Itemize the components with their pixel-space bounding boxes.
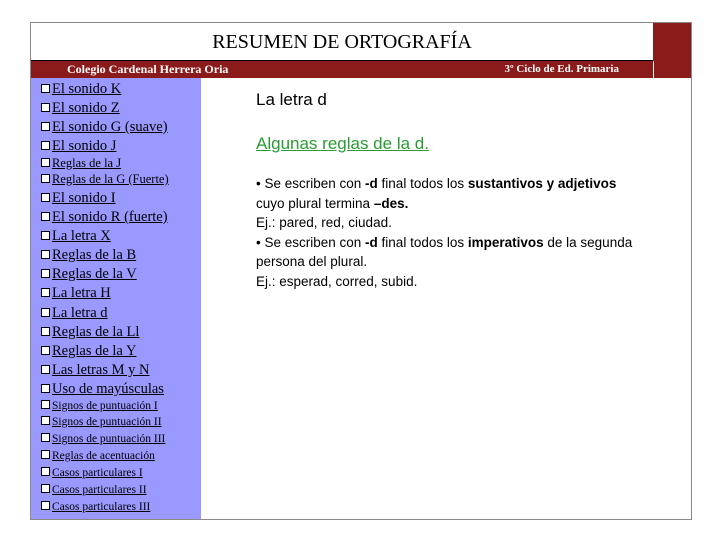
nav-item-mayusculas[interactable] — [41, 381, 164, 398]
checkbox-bullet-icon — [41, 250, 50, 259]
rule-2-example: Ej.: esperad, corred, subid. — [256, 273, 418, 289]
nav-item-letra-x[interactable] — [41, 228, 111, 245]
nav-item-label[interactable]: Reglas de la V — [52, 266, 137, 282]
rule-1-example: Ej.: pared, red, ciudad. — [256, 215, 392, 230]
content-title: La letra d — [256, 90, 327, 109]
nav-item-label[interactable]: Casos particulares III — [52, 501, 151, 513]
nav-item-label[interactable]: El sonido G (suave) — [52, 119, 168, 135]
rule-1-text: final todos los — [377, 176, 468, 191]
subbar-divider — [653, 61, 654, 78]
checkbox-bullet-icon — [41, 346, 50, 355]
checkbox-bullet-icon — [41, 484, 50, 493]
checkbox-bullet-icon — [41, 212, 50, 221]
nav-item-acentuacion[interactable] — [41, 450, 155, 462]
nav-item-label[interactable]: La letra d — [52, 305, 108, 321]
checkbox-bullet-icon — [41, 384, 50, 393]
checkbox-bullet-icon — [41, 288, 50, 297]
nav-item-casos-2[interactable] — [41, 484, 147, 496]
nav-item-reglas-j[interactable] — [41, 156, 121, 171]
checkbox-bullet-icon — [41, 327, 50, 336]
checkbox-bullet-icon — [41, 122, 50, 131]
rule-2-text: final todos los — [377, 234, 468, 250]
checkbox-bullet-icon — [41, 231, 50, 240]
checkbox-bullet-icon — [41, 103, 50, 112]
nav-item-label[interactable]: El sonido K — [52, 81, 122, 97]
nav-item-label[interactable]: El sonido I — [52, 190, 116, 206]
checkbox-bullet-icon — [41, 308, 50, 317]
nav-item-reglas-y[interactable] — [41, 343, 136, 360]
nav-item-label[interactable]: El sonido R (fuerte) — [52, 209, 168, 225]
nav-item-label[interactable]: Las letras M y N — [52, 362, 150, 378]
nav-item-reglas-ll[interactable] — [41, 324, 139, 341]
cycle-label: 3º Ciclo de Ed. Primaria — [504, 63, 619, 75]
rule-1-bold: -d — [365, 176, 378, 191]
corner-accent-box — [653, 23, 691, 61]
nav-item-casos-1[interactable] — [41, 467, 143, 479]
checkbox-bullet-icon — [41, 433, 50, 442]
checkbox-bullet-icon — [41, 400, 50, 409]
rule-1 — [256, 174, 646, 213]
checkbox-bullet-icon — [41, 193, 50, 202]
school-name: Colegio Cardenal Herrera Oria — [67, 62, 229, 76]
nav-item-puntuacion-2[interactable] — [41, 416, 162, 428]
nav-item-label[interactable]: El sonido J — [52, 138, 117, 154]
page-title: RESUMEN DE ORTOGRAFÍA — [212, 31, 472, 53]
rule-1-bold: sustantivos y adjetivos — [467, 176, 617, 191]
nav-item-label[interactable]: Signos de puntuación I — [52, 400, 158, 412]
checkbox-bullet-icon — [41, 141, 50, 150]
nav-item-sonido-k[interactable] — [41, 81, 121, 98]
nav-item-label[interactable]: La letra X — [52, 228, 111, 244]
nav-item-casos-3[interactable] — [41, 501, 150, 513]
nav-item-puntuacion-3[interactable] — [41, 433, 165, 445]
nav-item-label[interactable]: Reglas de la B — [52, 247, 137, 263]
nav-item-puntuacion-1[interactable] — [41, 400, 158, 412]
nav-item-reglas-v[interactable] — [41, 266, 137, 283]
checkbox-bullet-icon — [41, 269, 50, 278]
nav-item-letra-h[interactable] — [41, 285, 111, 302]
content-panel — [202, 78, 690, 519]
nav-item-reglas-g-fuerte[interactable] — [41, 172, 169, 187]
nav-item-label[interactable]: Reglas de la J — [52, 156, 122, 170]
rule-2-text: • Se escriben con — [256, 234, 366, 250]
checkbox-bullet-icon — [41, 174, 50, 183]
nav-item-sonido-i[interactable] — [41, 190, 116, 207]
checkbox-bullet-icon — [41, 501, 50, 510]
nav-item-label[interactable]: Reglas de la Y — [52, 343, 137, 359]
checkbox-bullet-icon — [41, 365, 50, 374]
checkbox-bullet-icon — [41, 467, 50, 476]
rule-2-bold: -d — [365, 234, 378, 250]
nav-item-label[interactable]: Uso de mayúsculas — [52, 381, 164, 397]
rule-1-bold: –des. — [373, 195, 409, 211]
nav-item-label[interactable]: Reglas de la G (Fuerte) — [52, 172, 169, 186]
nav-item-sonido-r-fuerte[interactable] — [41, 209, 168, 226]
rule-2-text: de la segunda persona del plural. — [256, 234, 633, 269]
nav-item-label[interactable]: Reglas de acentuación — [52, 450, 155, 462]
nav-item-label[interactable]: El sonido Z — [52, 100, 120, 116]
nav-item-sonido-g-suave[interactable] — [41, 119, 168, 136]
subtitle-bar — [31, 61, 691, 78]
rule-2-bold: imperativos — [467, 234, 544, 250]
nav-item-label[interactable]: Casos particulares II — [52, 484, 147, 496]
rule-1-text: cuyo plural termina — [256, 195, 374, 211]
nav-item-sonido-j[interactable] — [41, 138, 116, 155]
rule-1-text: • Se escriben con — [256, 176, 366, 191]
nav-item-label[interactable]: Casos particulares I — [52, 467, 143, 479]
nav-item-label[interactable]: Reglas de la Ll — [52, 324, 140, 340]
nav-item-sonido-z[interactable] — [41, 100, 120, 117]
nav-item-reglas-b[interactable] — [41, 247, 136, 264]
nav-item-label[interactable]: Signos de puntuación II — [52, 416, 162, 428]
nav-item-label[interactable]: Signos de puntuación III — [52, 433, 166, 445]
nav-item-label[interactable]: La letra H — [52, 285, 111, 301]
rules-text — [256, 174, 646, 291]
rule-2 — [256, 233, 646, 272]
checkbox-bullet-icon — [41, 450, 50, 459]
content-subtitle: Algunas reglas de la d. — [256, 134, 429, 153]
checkbox-bullet-icon — [41, 416, 50, 425]
header — [31, 23, 653, 61]
checkbox-bullet-icon — [41, 158, 50, 167]
nav-item-letras-m-n[interactable] — [41, 362, 149, 379]
checkbox-bullet-icon — [41, 84, 50, 93]
nav-item-letra-d[interactable] — [41, 305, 108, 322]
